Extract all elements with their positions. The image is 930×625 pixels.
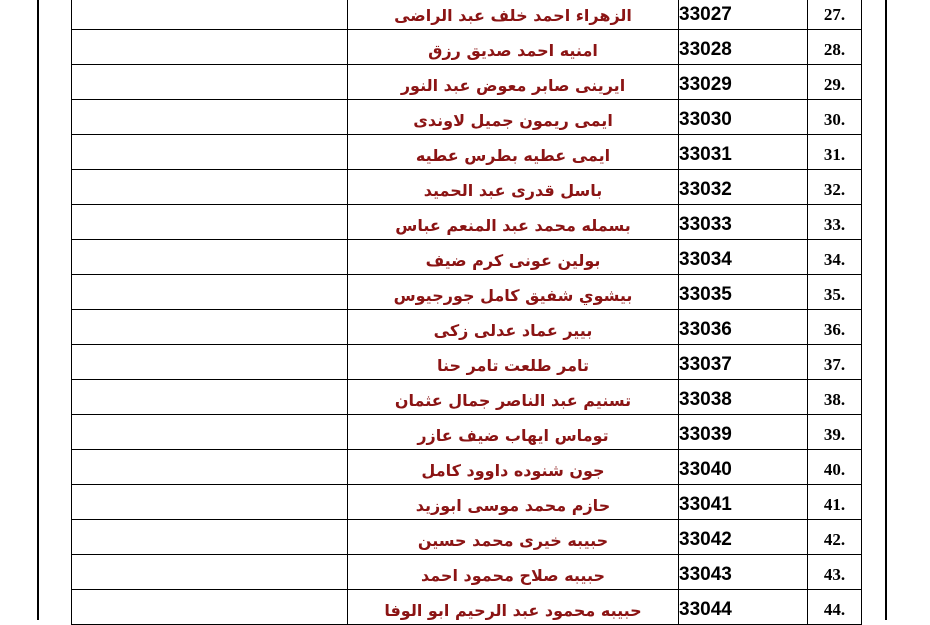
student-name: بيير عماد عدلى زكى [433, 320, 593, 340]
student-name: توماس ايهاب ضيف عازر [417, 425, 609, 445]
row-number: .34 [823, 250, 846, 269]
student-name-cell [348, 100, 679, 135]
notes-cell [72, 240, 348, 275]
table-row [72, 345, 862, 380]
student-name-cell [348, 450, 679, 485]
student-name-cell [348, 380, 679, 415]
page-border-left [37, 0, 39, 620]
row-number-cell [808, 0, 862, 30]
notes-cell [72, 520, 348, 555]
student-name-cell [348, 590, 679, 625]
notes-cell [72, 100, 348, 135]
row-number: .28 [823, 40, 846, 59]
table-row [72, 65, 862, 100]
notes-cell [72, 205, 348, 240]
row-number-cell [808, 520, 862, 555]
student-code-cell [679, 170, 808, 205]
row-number: .30 [823, 110, 846, 129]
row-number-cell [808, 170, 862, 205]
row-number-cell [808, 240, 862, 275]
student-name: حازم محمد موسى ابوزيد [415, 495, 611, 515]
table-row [72, 240, 862, 275]
student-code-cell [679, 240, 808, 275]
student-name-cell [348, 310, 679, 345]
student-name-cell [348, 485, 679, 520]
student-code: 33036 [679, 319, 732, 340]
student-name-cell [348, 170, 679, 205]
student-name: بسمله محمد عبد المنعم عباس [395, 215, 631, 235]
student-code: 33042 [679, 529, 732, 550]
student-code-cell [679, 590, 808, 625]
student-code-cell [679, 415, 808, 450]
student-code: 33033 [679, 214, 732, 235]
row-number: .27 [823, 5, 846, 24]
row-number-cell [808, 590, 862, 625]
student-code: 33039 [679, 424, 732, 445]
row-number-cell [808, 135, 862, 170]
row-number-cell [808, 380, 862, 415]
student-name: تسنيم عبد الناصر جمال عثمان [394, 390, 632, 410]
notes-cell [72, 590, 348, 625]
row-number-cell [808, 275, 862, 310]
student-name: تامر طلعت تامر حنا [436, 355, 590, 375]
table-row [72, 30, 862, 65]
row-number-cell [808, 310, 862, 345]
row-number: .38 [823, 390, 846, 409]
student-code: 33044 [679, 599, 732, 620]
notes-cell [72, 415, 348, 450]
row-number: .31 [823, 145, 846, 164]
notes-cell [72, 310, 348, 345]
student-code-cell [679, 30, 808, 65]
notes-cell [72, 65, 348, 100]
notes-cell [72, 345, 348, 380]
student-name: ايمى عطيه بطرس عطيه [415, 145, 611, 165]
notes-cell [72, 170, 348, 205]
notes-cell [72, 135, 348, 170]
student-name-cell [348, 30, 679, 65]
student-code-cell [679, 345, 808, 380]
student-code-cell [679, 310, 808, 345]
student-name-cell [348, 205, 679, 240]
table-row [72, 415, 862, 450]
student-code-cell [679, 135, 808, 170]
row-number: .43 [823, 565, 846, 584]
table-row [72, 555, 862, 590]
notes-cell [72, 380, 348, 415]
row-number: .42 [823, 530, 846, 549]
student-name-cell [348, 275, 679, 310]
student-name: ايرينى صابر معوض عبد النور [400, 75, 626, 95]
table-row [72, 590, 862, 625]
student-name: جون شنوده داوود كامل [421, 460, 605, 480]
row-number: .32 [823, 180, 846, 199]
notes-cell [72, 0, 348, 30]
student-code-cell [679, 485, 808, 520]
student-name: الزهراء احمد خلف عبد الراضى [394, 5, 632, 25]
row-number: .39 [823, 425, 846, 444]
notes-cell [72, 485, 348, 520]
student-code-cell [679, 555, 808, 590]
student-code-cell [679, 450, 808, 485]
row-number-cell [808, 450, 862, 485]
student-name-cell [348, 555, 679, 590]
student-code: 33029 [679, 74, 732, 95]
student-code: 33035 [679, 284, 732, 305]
student-code: 33040 [679, 459, 732, 480]
table-row [72, 450, 862, 485]
row-number-cell [808, 100, 862, 135]
student-name-cell [348, 345, 679, 380]
student-code-cell [679, 100, 808, 135]
student-name: بيشوي شفيق كامل جورجيوس [393, 285, 633, 305]
row-number: .44 [823, 600, 846, 619]
student-roster-table [71, 0, 862, 625]
table-row [72, 100, 862, 135]
student-code-cell [679, 0, 808, 30]
student-code-cell [679, 205, 808, 240]
row-number-cell [808, 345, 862, 380]
page-border-right [885, 0, 887, 620]
row-number-cell [808, 65, 862, 100]
table-row [72, 520, 862, 555]
student-name-cell [348, 520, 679, 555]
student-name-cell [348, 0, 679, 30]
row-number: .36 [823, 320, 846, 339]
table-row [72, 485, 862, 520]
row-number: .33 [823, 215, 846, 234]
row-number-cell [808, 30, 862, 65]
student-code-cell [679, 275, 808, 310]
student-code: 33041 [679, 494, 732, 515]
row-number-cell [808, 205, 862, 240]
notes-cell [72, 30, 348, 65]
student-name: ايمى ريمون جميل لاوندى [413, 110, 613, 130]
student-code: 33032 [679, 179, 732, 200]
row-number: .29 [823, 75, 846, 94]
table-row [72, 275, 862, 310]
table-row [72, 205, 862, 240]
student-name: حبيبه محمود عبد الرحيم ابو الوفا [384, 600, 642, 620]
row-number: .37 [823, 355, 846, 374]
student-code: 33030 [679, 109, 732, 130]
student-name-cell [348, 65, 679, 100]
student-name: باسل قدرى عبد الحميد [423, 180, 603, 200]
table-row [72, 170, 862, 205]
row-number-cell [808, 555, 862, 590]
student-name: امنيه احمد صديق رزق [428, 40, 598, 60]
student-code: 33031 [679, 144, 732, 165]
student-name-cell [348, 415, 679, 450]
student-name-cell [348, 240, 679, 275]
table-row [72, 380, 862, 415]
student-name: بولين عونى كرم ضيف [425, 250, 601, 270]
row-number-cell [808, 485, 862, 520]
notes-cell [72, 450, 348, 485]
row-number-cell [808, 415, 862, 450]
student-code: 33028 [679, 39, 732, 60]
student-code: 33037 [679, 354, 732, 375]
row-number: .41 [823, 495, 846, 514]
row-number: .35 [823, 285, 846, 304]
student-code: 33043 [679, 564, 732, 585]
student-code-cell [679, 380, 808, 415]
student-name: حبيبه صلاح محمود احمد [420, 565, 606, 585]
row-number: .40 [823, 460, 846, 479]
student-code: 33027 [679, 4, 732, 25]
student-code: 33038 [679, 389, 732, 410]
table-row [72, 135, 862, 170]
student-code-cell [679, 65, 808, 100]
student-name-cell [348, 135, 679, 170]
table-row [72, 0, 862, 30]
notes-cell [72, 555, 348, 590]
table-row [72, 310, 862, 345]
student-name: حبيبه خيرى محمد حسين [417, 530, 609, 550]
roster-body [72, 0, 862, 625]
notes-cell [72, 275, 348, 310]
student-code-cell [679, 520, 808, 555]
student-code: 33034 [679, 249, 732, 270]
